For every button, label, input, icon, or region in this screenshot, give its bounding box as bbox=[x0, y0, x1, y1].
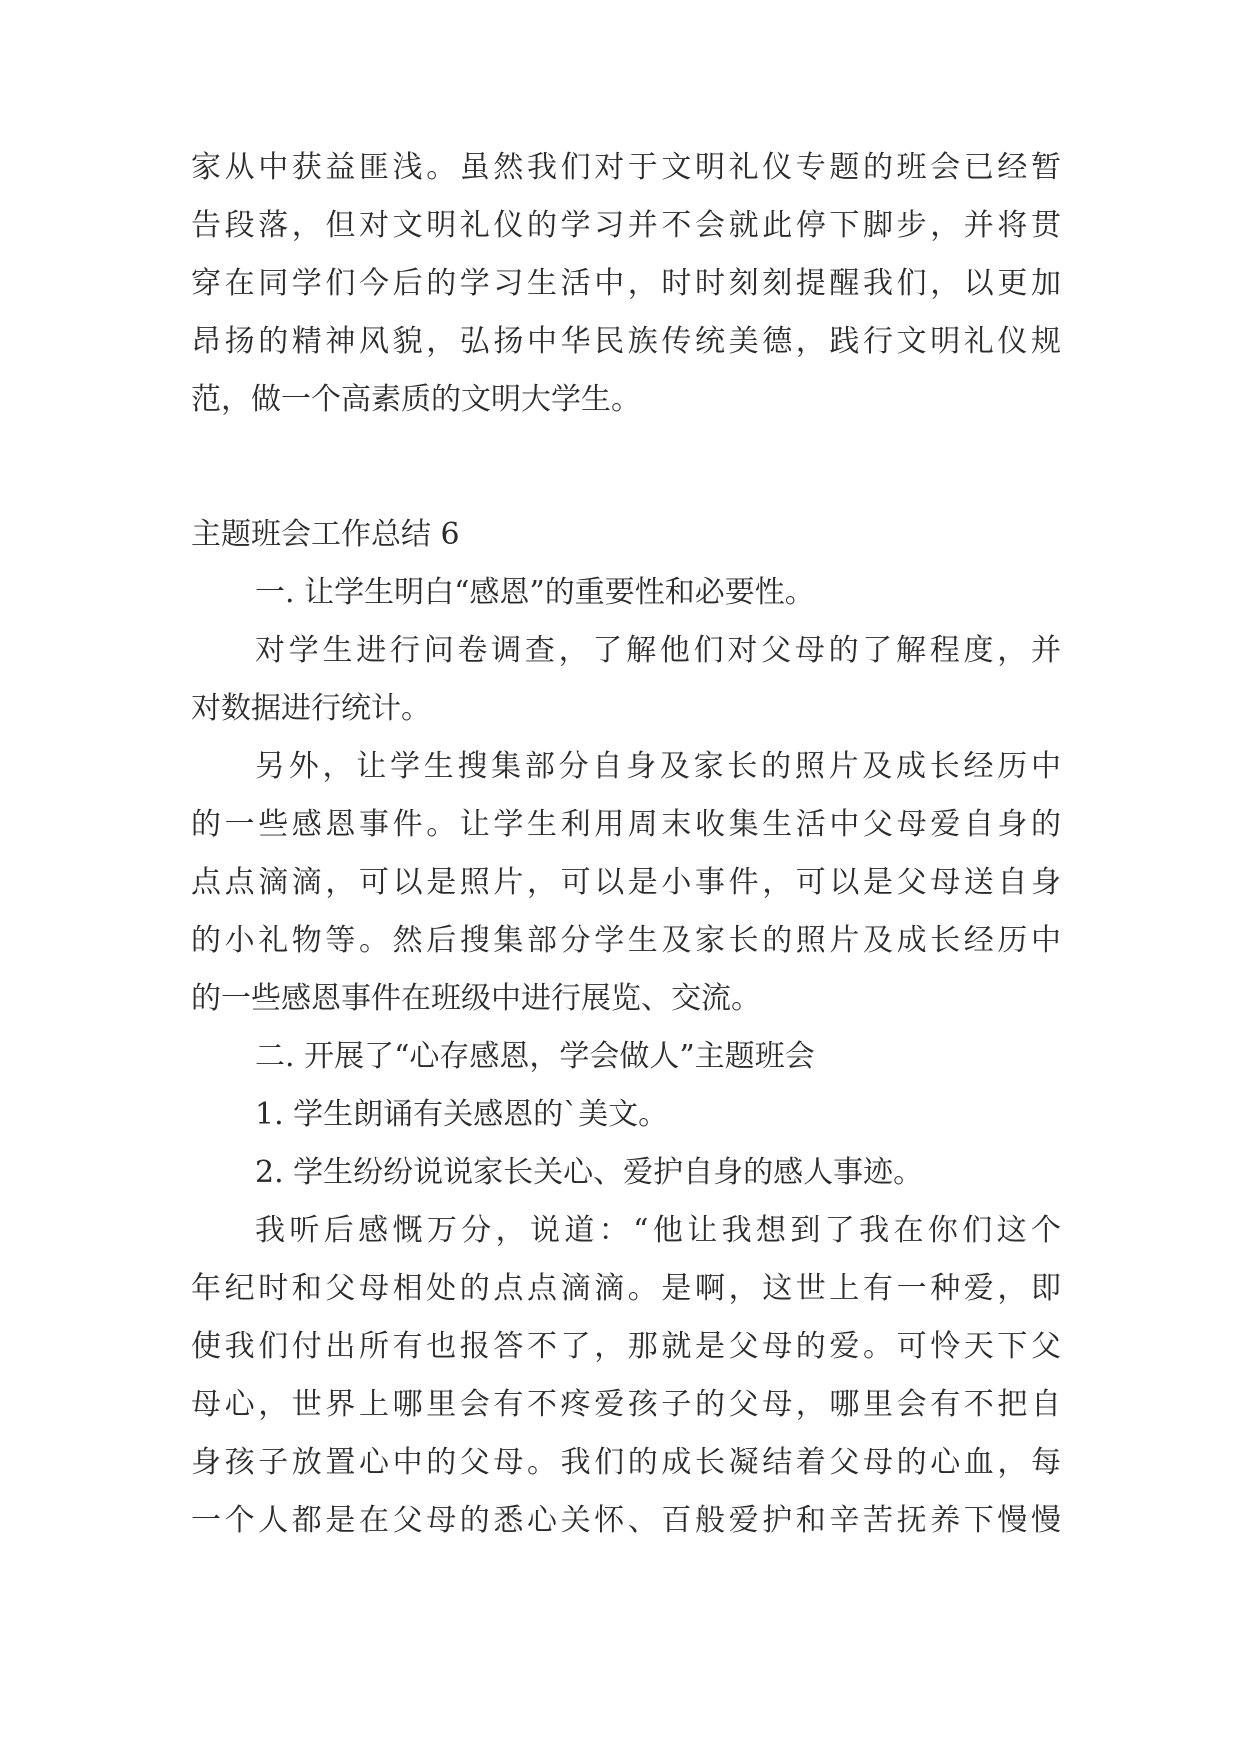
paragraph-line: 我听后感慨万分，说道：“他让我想到了我在你们这个 bbox=[255, 1213, 1061, 1248]
paragraph-line: 年纪时和父母相处的点点滴滴。是啊，这世上有一种爱，即 bbox=[191, 1271, 1061, 1306]
paragraph-line: 对数据进行统计。 bbox=[191, 691, 431, 726]
subheading-line: 一. 让学生明白“感恩”的重要性和必要性。 bbox=[255, 575, 815, 610]
paragraph-line: 另外，让学生搜集部分自身及家长的照片及成长经历中 bbox=[255, 749, 1061, 784]
paragraph-line: 母心，世界上哪里会有不疼爱孩子的父母，哪里会有不把自 bbox=[191, 1387, 1061, 1422]
paragraph-line: 使我们付出所有也报答不了，那就是父母的爱。可怜天下父 bbox=[191, 1329, 1061, 1364]
list-item: 1. 学生朗诵有关感恩的`美文。 bbox=[255, 1097, 669, 1132]
paragraph-line: 昂扬的精神风貌，弘扬中华民族传统美德，践行文明礼仪规 bbox=[191, 324, 1061, 359]
paragraph-line: 告段落，但对文明礼仪的学习并不会就此停下脚步，并将贯 bbox=[191, 208, 1061, 243]
paragraph-line: 一个人都是在父母的悉心关怀、百般爱护和辛苦抚养下慢慢 bbox=[191, 1503, 1061, 1538]
paragraph-line: 家从中获益匪浅。虽然我们对于文明礼仪专题的班会已经暂 bbox=[191, 150, 1061, 185]
subheading-line: 二. 开展了“心存感恩，学会做人”主题班会 bbox=[255, 1039, 815, 1074]
paragraph-line: 对学生进行问卷调查，了解他们对父母的了解程度，并 bbox=[255, 633, 1061, 668]
paragraph-line: 穿在同学们今后的学习生活中，时时刻刻提醒我们，以更加 bbox=[191, 266, 1061, 301]
paragraph-line: 范，做一个高素质的文明大学生。 bbox=[191, 382, 641, 417]
paragraph-line: 的一些感恩事件在班级中进行展览、交流。 bbox=[191, 981, 761, 1016]
paragraph-line: 的一些感恩事件。让学生利用周末收集生活中父母爱自身的 bbox=[191, 807, 1061, 842]
paragraph-line: 身孩子放置心中的父母。我们的成长凝结着父母的心血，每 bbox=[191, 1445, 1061, 1480]
section-heading: 主题班会工作总结 6 bbox=[191, 517, 460, 552]
list-item: 2. 学生纷纷说说家长关心、爱护自身的感人事迹。 bbox=[255, 1155, 924, 1190]
paragraph-line: 点点滴滴，可以是照片，可以是小事件，可以是父母送自身 bbox=[191, 865, 1061, 900]
paragraph-line: 的小礼物等。然后搜集部分学生及家长的照片及成长经历中 bbox=[191, 923, 1061, 958]
